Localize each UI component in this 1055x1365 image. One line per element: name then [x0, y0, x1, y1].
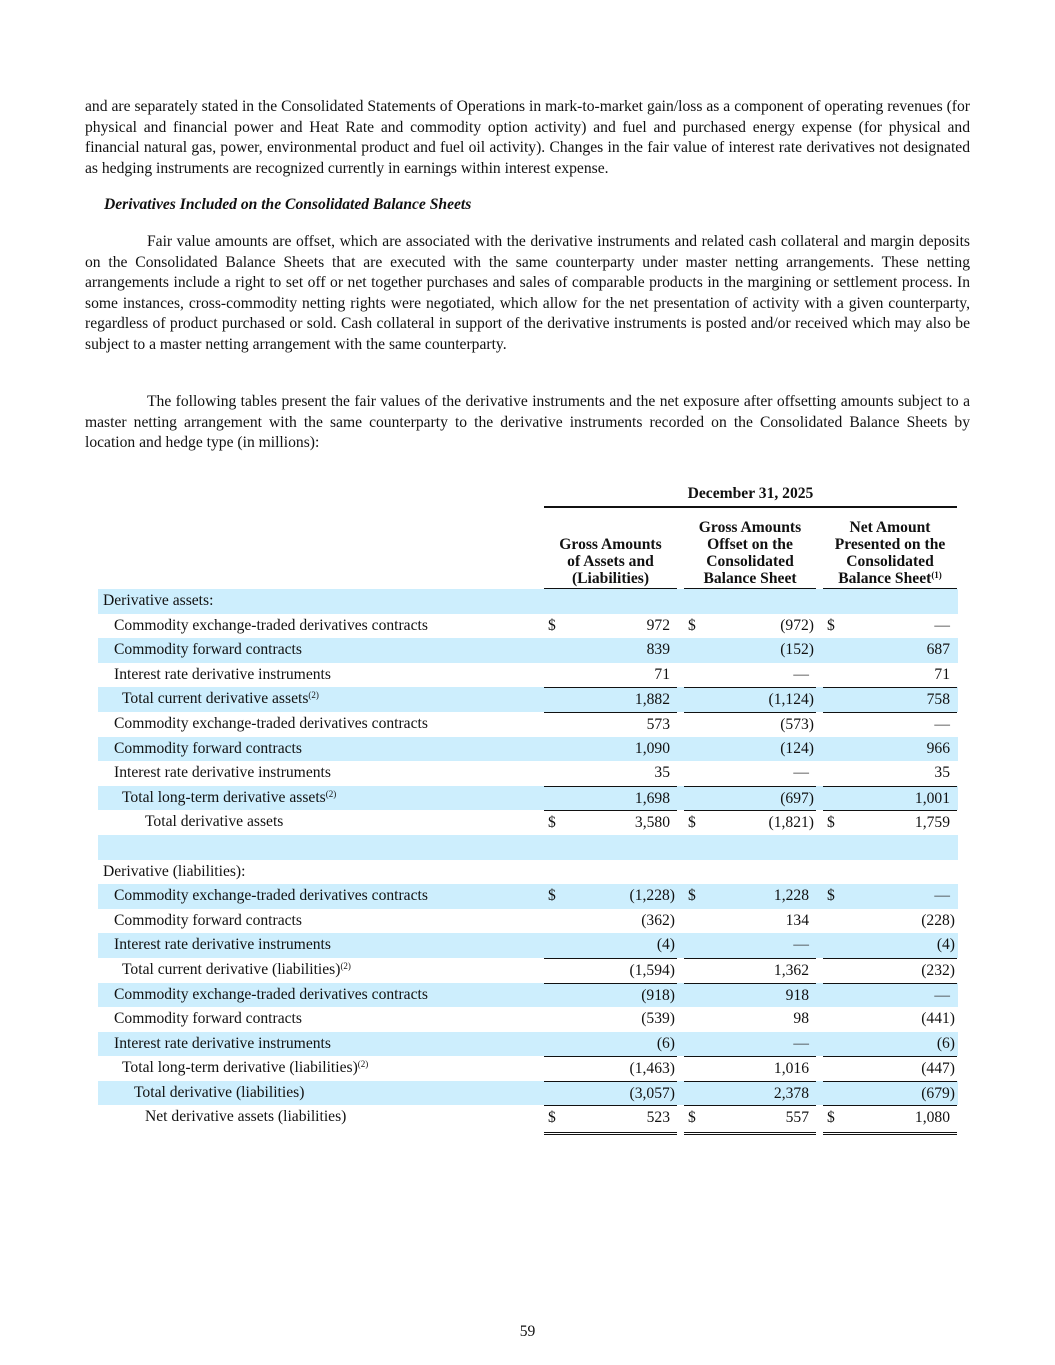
value-cell [684, 737, 816, 762]
value-cell [684, 1081, 816, 1107]
cell-value: 71 [934, 665, 950, 683]
value-cell [823, 1081, 957, 1107]
cell-value: (152) [780, 641, 814, 659]
cell-value: (1,594) [629, 961, 675, 979]
column-header-line: Net Amount [849, 519, 931, 536]
cell-value: 1,090 [634, 739, 670, 757]
value-cell [544, 737, 677, 762]
value-cell [823, 786, 957, 812]
value-cell [823, 761, 957, 786]
value-cell [684, 835, 816, 860]
value-cell [823, 884, 957, 909]
cell-value: 966 [926, 739, 950, 757]
cell-value: — [934, 887, 950, 905]
currency-symbol: $ [688, 887, 696, 905]
table-row [98, 1105, 958, 1130]
cell-value: 1,228 [773, 887, 809, 905]
table-row [98, 786, 958, 811]
row-label-text: Commodity exchange-traded derivatives contracts [114, 887, 428, 905]
value-cell [684, 663, 816, 688]
column-header-text: Balance Sheet [838, 570, 932, 587]
cell-value: — [934, 616, 950, 634]
value-cell [684, 761, 816, 786]
currency-symbol: $ [548, 814, 556, 832]
row-label-text: Interest rate derivative instruments [114, 665, 331, 683]
netting-paragraph: Fair value amounts are offset, which are associated with the derivative instruments and related cash collateral and margin deposits on the Consolidated Balance Sheets that are executed with the same counterparty under master netting arrangements. These netting arrangements include a right to set off or net together purchases and sales of comparable products in the margining or settlement process. In some instances, cross-commodity netting rights were negotiated, which allow for the net presentation of activity with a given counterparty, regardless of product purchased or sold. Cash collateral in support of the derivative instruments is posted and/or received which may also be subject to a master netting arrangement with the same counterparty. [85, 233, 970, 353]
cell-value: (918) [641, 986, 675, 1004]
cell-value: 2,378 [773, 1084, 809, 1102]
footnote-marker: (1) [931, 570, 942, 580]
value-cell [544, 810, 677, 836]
table-row [98, 737, 958, 762]
value-cell [823, 909, 957, 934]
column-header-gross-offset [684, 513, 816, 590]
table-row [98, 933, 958, 958]
value-cell [544, 589, 677, 614]
row-label [145, 1105, 346, 1130]
currency-symbol: $ [827, 887, 835, 905]
cell-value: 98 [793, 1010, 809, 1028]
value-cell [684, 909, 816, 934]
row-label [114, 909, 302, 934]
column-header-line: Consolidated [706, 553, 794, 570]
cell-value: — [793, 936, 809, 954]
cell-value: 918 [785, 986, 809, 1004]
currency-symbol: $ [827, 616, 835, 634]
period-header: December 31, 2025 [544, 484, 957, 508]
cell-value: 839 [646, 641, 670, 659]
table-row [98, 1081, 958, 1106]
row-label-text: Commodity forward contracts [114, 1010, 302, 1028]
table-row [98, 983, 958, 1008]
row-label-text: Total long-term derivative assets [122, 788, 326, 806]
row-label-text: Interest rate derivative instruments [114, 936, 331, 954]
value-cell [684, 810, 816, 836]
column-header-line: Gross Amounts [559, 536, 662, 553]
cell-value: (1,228) [629, 887, 675, 905]
value-cell [684, 638, 816, 663]
column-header-line: Consolidated [846, 553, 934, 570]
table-row [98, 835, 958, 860]
value-cell [544, 958, 677, 984]
value-cell [544, 614, 677, 639]
table-row [98, 589, 958, 614]
currency-symbol: $ [548, 1109, 556, 1127]
currency-symbol: $ [688, 616, 696, 634]
section-heading: Derivatives Included on the Consolidated Balance Sheets [104, 196, 472, 213]
row-label-text: Total current derivative (liabilities) [122, 960, 341, 978]
cell-value: (4) [656, 936, 675, 954]
table-row [98, 663, 958, 688]
value-cell [544, 1105, 677, 1131]
cell-value: (539) [641, 1010, 675, 1028]
currency-symbol: $ [548, 616, 556, 634]
table-row [98, 1007, 958, 1032]
value-cell [823, 835, 957, 860]
value-cell [544, 933, 677, 958]
cell-value: — [934, 986, 950, 1004]
value-cell [684, 614, 816, 639]
column-header-gross-amounts [544, 513, 677, 590]
cell-value: (362) [641, 911, 675, 929]
value-cell [684, 958, 816, 984]
row-label [114, 614, 428, 639]
cell-value: 1,698 [634, 789, 670, 807]
cell-value: 557 [785, 1109, 809, 1127]
table-row [98, 614, 958, 639]
cell-value: — [793, 665, 809, 683]
cell-value: (232) [921, 961, 955, 979]
row-label-text: Derivative (liabilities): [103, 862, 246, 880]
value-cell [684, 884, 816, 909]
footnote-marker: (2) [357, 1059, 369, 1070]
cell-value: — [934, 715, 950, 733]
cell-value: (697) [780, 789, 814, 807]
row-label-text: Commodity forward contracts [114, 739, 302, 757]
row-label-text: Commodity forward contracts [114, 911, 302, 929]
column-header-line: Balance Sheet [703, 570, 797, 587]
row-label-text: Total derivative (liabilities) [134, 1083, 305, 1101]
table-row [98, 860, 958, 885]
currency-symbol: $ [548, 887, 556, 905]
cell-value: (679) [921, 1084, 955, 1102]
column-header-line: Gross Amounts [698, 519, 802, 536]
cell-value: 1,080 [914, 1109, 950, 1127]
row-label-text: Commodity exchange-traded derivatives contracts [114, 985, 428, 1003]
row-label-text: Net derivative assets (liabilities) [145, 1108, 347, 1126]
row-label [114, 1007, 302, 1032]
table-row [98, 712, 958, 737]
intro-paragraph: and are separately stated in the Consolidated Statements of Operations in mark-to-market gain/loss as a component of operating revenues (for physical and financial power and Heat Rate and commodity option activity) and fuel and purchased energy expense (for physical and financial natural gas, power, environmental product and fuel oil activity). Changes in the fair value of interest rate derivatives not designated as hedging instruments are recognized currently in earnings within interest expense. [85, 98, 970, 177]
value-cell [823, 1032, 957, 1057]
row-label-text: Commodity exchange-traded derivatives contracts [114, 616, 428, 634]
value-cell [544, 1081, 677, 1107]
row-label [122, 958, 351, 983]
value-cell [823, 638, 957, 663]
row-label [114, 983, 428, 1008]
value-cell [544, 1032, 677, 1057]
currency-symbol: $ [827, 1109, 835, 1127]
row-label [114, 638, 302, 663]
row-label [122, 1056, 368, 1081]
value-cell [684, 786, 816, 812]
cell-value: — [793, 764, 809, 782]
value-cell [544, 1007, 677, 1032]
value-cell [823, 614, 957, 639]
row-label [114, 663, 331, 688]
table-row [98, 761, 958, 786]
row-label-text: Interest rate derivative instruments [114, 1034, 331, 1052]
row-label [114, 737, 302, 762]
value-cell [544, 638, 677, 663]
value-cell [823, 983, 957, 1009]
table-row [98, 909, 958, 934]
value-cell [684, 1007, 816, 1032]
cell-value: 1,016 [773, 1060, 809, 1078]
row-label-text: Derivative assets: [103, 592, 214, 609]
cell-value: (4) [936, 936, 955, 954]
value-cell [684, 860, 816, 885]
cell-value: 523 [646, 1109, 670, 1127]
page-number: 59 [519, 1323, 536, 1340]
value-cell [684, 1032, 816, 1057]
value-cell [823, 712, 957, 738]
cell-value: 972 [646, 616, 670, 634]
value-cell [684, 687, 816, 713]
cell-value: 1,759 [914, 814, 950, 832]
row-label [103, 589, 213, 614]
table-row [98, 810, 958, 835]
value-cell [823, 958, 957, 984]
cell-value: (441) [921, 1010, 955, 1028]
value-cell [823, 737, 957, 762]
value-cell [684, 589, 816, 614]
column-header-line: Offset on the [707, 536, 793, 553]
currency-symbol: $ [688, 1109, 696, 1127]
value-cell [823, 663, 957, 688]
cell-value: (1,463) [629, 1060, 675, 1078]
row-label [114, 1032, 331, 1057]
value-cell [544, 835, 677, 860]
footnote-marker: (2) [308, 690, 319, 701]
value-cell [823, 860, 957, 885]
cell-value: (3,057) [629, 1084, 675, 1102]
column-header-line: (Liabilities) [571, 570, 650, 587]
cell-value: 1,882 [634, 691, 670, 709]
cell-value: (573) [780, 715, 814, 733]
value-cell [684, 712, 816, 738]
column-header-net-amount [823, 513, 957, 590]
currency-symbol: $ [688, 814, 696, 832]
value-cell [544, 761, 677, 786]
cell-value: (228) [921, 911, 955, 929]
cell-value: 573 [646, 715, 670, 733]
table-row [98, 958, 958, 983]
cell-value: 3,580 [634, 814, 670, 832]
value-cell [544, 983, 677, 1009]
table-row [98, 638, 958, 663]
column-header-line [823, 570, 957, 587]
cell-value: (6) [936, 1034, 955, 1052]
value-cell [823, 1007, 957, 1032]
value-cell [823, 589, 957, 614]
table-row [98, 687, 958, 712]
row-label-text: Total long-term derivative (liabilities) [122, 1059, 358, 1077]
row-label-text: Total current derivative assets [122, 690, 309, 708]
table-row [98, 884, 958, 909]
cell-value: 1,001 [914, 789, 950, 807]
value-cell [823, 933, 957, 958]
value-cell [544, 1056, 677, 1082]
value-cell [823, 687, 957, 713]
table-body [98, 589, 958, 1130]
row-label-text: Interest rate derivative instruments [114, 764, 331, 782]
cell-value: — [793, 1034, 809, 1052]
column-header-line: Presented on the [834, 536, 946, 553]
row-label-text: Total derivative assets [145, 813, 284, 831]
cell-value: (1,821) [768, 814, 814, 832]
footnote-marker: (2) [325, 788, 337, 799]
row-label [103, 860, 245, 885]
value-cell [544, 860, 677, 885]
row-label-text: Commodity exchange-traded derivatives contracts [114, 714, 428, 732]
row-label [114, 884, 428, 909]
row-label [114, 712, 428, 737]
row-label [114, 933, 331, 958]
cell-value: (6) [656, 1034, 675, 1052]
value-cell [544, 663, 677, 688]
table-row [98, 1032, 958, 1057]
row-label [122, 786, 336, 811]
value-cell [684, 1056, 816, 1082]
value-cell [544, 786, 677, 812]
cell-value: (972) [780, 616, 814, 634]
cell-value: 134 [785, 911, 809, 929]
row-label [145, 810, 283, 835]
table-row [98, 1056, 958, 1081]
value-cell [544, 687, 677, 713]
cell-value: 35 [934, 764, 950, 782]
value-cell [684, 1105, 816, 1131]
cell-value: (447) [921, 1060, 955, 1078]
footnote-marker: (2) [340, 960, 351, 971]
row-label [134, 1081, 304, 1106]
row-label [122, 687, 319, 712]
value-cell [544, 909, 677, 934]
value-cell [684, 983, 816, 1009]
value-cell [684, 933, 816, 958]
value-cell [544, 712, 677, 738]
cell-value: 1,362 [773, 961, 809, 979]
cell-value: 35 [654, 764, 670, 782]
row-label [114, 761, 331, 786]
cell-value: (1,124) [768, 691, 814, 709]
cell-value: 758 [926, 691, 950, 709]
cell-value: 687 [926, 641, 950, 659]
value-cell [544, 884, 677, 909]
value-cell [823, 1056, 957, 1082]
column-header-line: of Assets and [567, 553, 654, 570]
value-cell [823, 810, 957, 836]
currency-symbol: $ [827, 814, 835, 832]
table-intro-paragraph: The following tables present the fair values of the derivative instruments and the net exposure after offsetting amounts subject to a master netting arrangement with the same counterparty to the derivative instruments recorded on the Consolidated Balance Sheets by location and hedge type (in millions): [85, 393, 970, 452]
value-cell [823, 1105, 957, 1131]
row-label-text: Commodity forward contracts [114, 641, 302, 659]
cell-value: (124) [780, 739, 814, 757]
cell-value: 71 [654, 665, 670, 683]
